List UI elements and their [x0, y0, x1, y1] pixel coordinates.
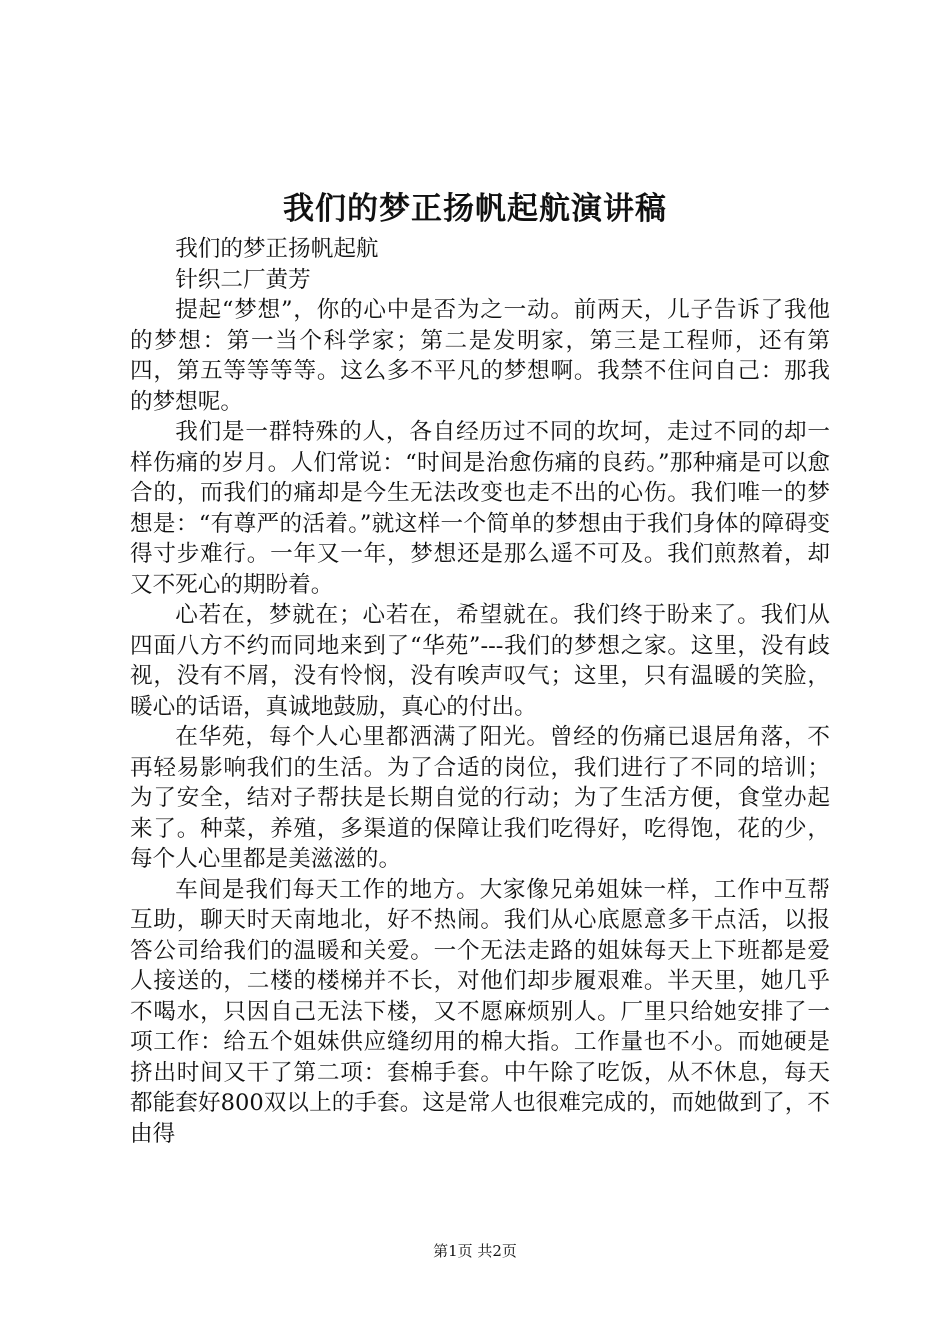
- paragraph: 车间是我们每天工作的地方。大家像兄弟姐妹一样，工作中互帮互助，聊天时天南地北，好不热闹。我们从心底愿意多干点活，以报答公司给我们的温暖和关爱。一个无法走路的姐妹每天上下班都是爱人接送的，二楼的楼梯并不长，对他们却步履艰难。半天里，她几乎不喝水，只因自己无法下楼，又不愿麻烦别人。厂里只给她安排了一项工作：给五个姐妹供应缝纫用的棉大指。工作量也不小。而她硬是挤出时间又干了第二项：套棉手套。中午除了吃饭，从不休息，每天都能套好800双以上的手套。这是常人也很难完成的，而她做到了，不由得: [130, 876, 830, 1147]
- page-footer: 第1页 共2页: [433, 1242, 517, 1260]
- document-body: [130, 234, 830, 1149]
- document-title: 我们的梦正扬帆起航演讲稿: [283, 191, 667, 227]
- paragraph: 在华苑，每个人心里都洒满了阳光。曾经的伤痛已退居角落，不再轻易影响我们的生活。为了合适的岗位，我们进行了不同的培训；为了安全，结对子帮扶是长期自觉的行动；为了生活方便，食堂办起来了。种菜，养殖，多渠道的保障让我们吃得好，吃得饱，花的少，每个人心里都是美滋滋的。: [130, 724, 830, 872]
- paragraph: 提起“梦想”，你的心中是否为之一动。前两天，儿子告诉了我他的梦想：第一当个科学家；第二是发明家，第三是工程师，还有第四，第五等等等等。这么多不平凡的梦想啊。我禁不住问自己：那我的梦想呢。: [130, 297, 830, 415]
- paragraph-subtitle: 我们的梦正扬帆起航: [175, 236, 379, 262]
- paragraph: 心若在，梦就在；心若在，希望就在。我们终于盼来了。我们从四面八方不约而同地来到了“华苑”---我们的梦想之家。这里，没有歧视，没有不屑，没有怜悯，没有唉声叹气；这里，只有温暖的笑脸，暖心的话语，真诚地鼓励，真心的付出。: [130, 602, 830, 720]
- paragraph-author: 针织二厂黄芳: [175, 266, 311, 293]
- paragraph: 我们是一群特殊的人，各自经历过不同的坎坷，走过不同的却一样伤痛的岁月。人们常说：“时间是治愈伤痛的良药。”那种痛是可以愈合的，而我们的痛却是今生无法改变也走不出的心伤。我们唯一的梦想是：“有尊严的活着。”就这样一个简单的梦想由于我们身体的障碍变得寸步难行。一年又一年，梦想还是那么遥不可及。我们煎熬着，却又不死心的期盼着。: [130, 419, 830, 598]
